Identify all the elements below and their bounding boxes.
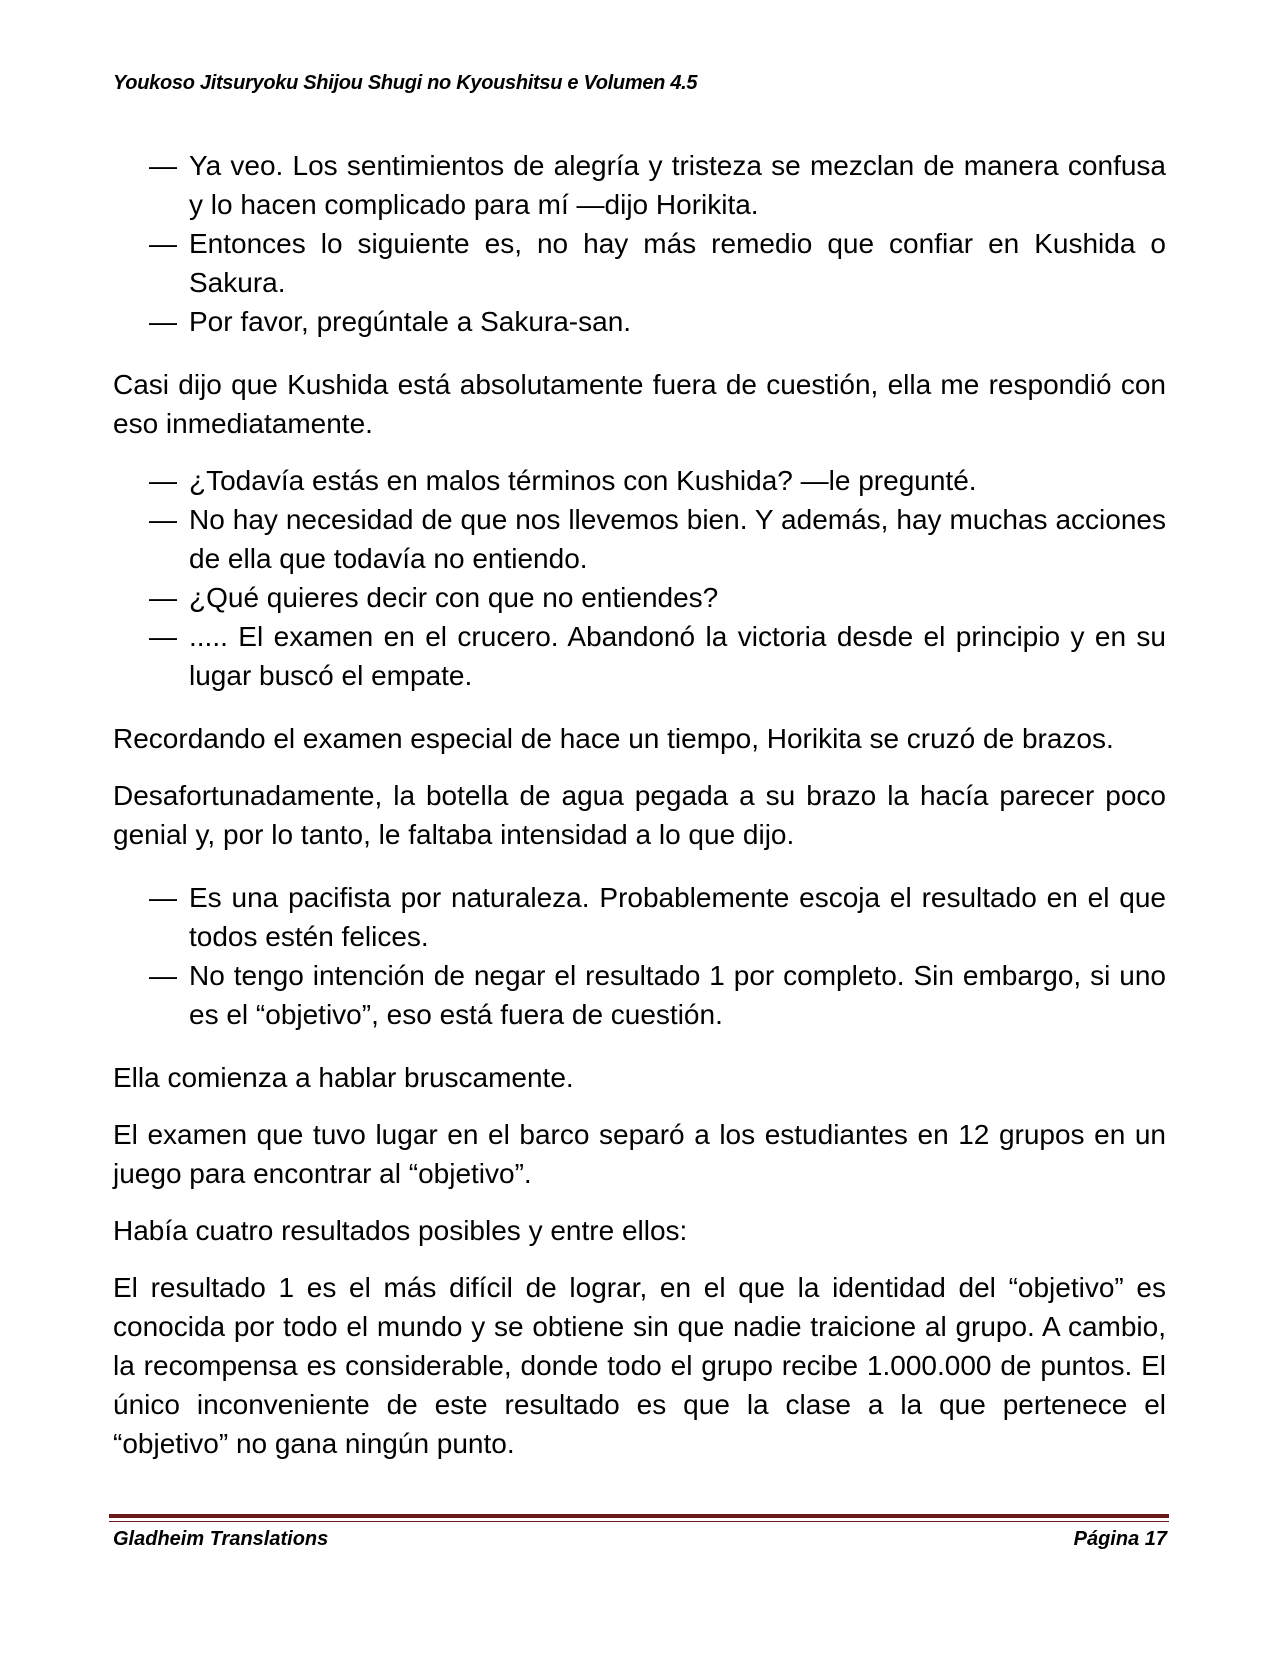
narration-paragraph: El examen que tuvo lugar en el barco separó a los estudiantes en 12 grupos en un juego para encontrar al “objetivo”. (113, 1119, 1166, 1189)
dialogue-text: Es una pacifista por naturaleza. Probablemente escoja el resultado en el que todos estén felices. (189, 882, 1166, 952)
dialogue-dash: — (149, 465, 177, 496)
dialogue-line (113, 500, 1166, 578)
dialogue-block (113, 878, 1166, 1034)
dialogue-line (113, 302, 1166, 341)
dialogue-line (113, 617, 1166, 695)
dialogue-dash: — (149, 960, 177, 991)
narration-paragraph: Recordando el examen especial de hace un tiempo, Horikita se cruzó de brazos. (113, 723, 1114, 754)
dialogue-dash: — (149, 582, 177, 613)
narration-paragraph: Desafortunadamente, la botella de agua pegada a su brazo la hacía parecer poco genial y, por lo tanto, le faltaba intensidad a lo que dijo. (113, 780, 1166, 850)
dialogue-line (113, 461, 1166, 500)
dialogue-line (113, 878, 1166, 956)
dialogue-block (113, 461, 1166, 695)
narration-paragraph: Ella comienza a hablar bruscamente. (113, 1062, 574, 1093)
dialogue-dash: — (149, 228, 177, 259)
dialogue-dash: — (149, 882, 177, 913)
footer-translator: Gladheim Translations (113, 1528, 329, 1550)
narration-paragraph: Casi dijo que Kushida está absolutamente fuera de cuestión, ella me respondió con eso inmediatamente. (113, 369, 1166, 439)
dialogue-text: Por favor, pregúntale a Sakura-san. (189, 306, 632, 337)
page-body (113, 146, 1166, 1481)
dialogue-text: Entonces lo siguiente es, no hay más remedio que confiar en Kushida o Sakura. (189, 228, 1166, 298)
dialogue-line (113, 956, 1166, 1034)
narration-paragraph: Había cuatro resultados posibles y entre ellos: (113, 1215, 688, 1246)
dialogue-dash: — (149, 306, 177, 337)
page-header-title: Youkoso Jitsuryoku Shijou Shugi no Kyoushitsu e Volumen 4.5 (113, 72, 698, 94)
footer-divider-thin (109, 1521, 1169, 1522)
dialogue-block (113, 146, 1166, 341)
dialogue-line (113, 224, 1166, 302)
dialogue-text: Ya veo. Los sentimientos de alegría y tristeza se mezclan de manera confusa y lo hacen complicado para mí —dijo Horikita. (189, 150, 1166, 220)
dialogue-line (113, 578, 1166, 617)
dialogue-dash: — (149, 504, 177, 535)
dialogue-line (113, 146, 1166, 224)
footer-divider (109, 1514, 1169, 1518)
dialogue-dash: — (149, 621, 177, 652)
dialogue-text: No tengo intención de negar el resultado 1 por completo. Sin embargo, si uno es el “objetivo”, eso está fuera de cuestión. (189, 960, 1166, 1030)
dialogue-text: ¿Todavía estás en malos términos con Kushida? —le pregunté. (189, 465, 977, 496)
dialogue-text: ¿Qué quieres decir con que no entiendes? (189, 582, 719, 613)
dialogue-text: ..... El examen en el crucero. Abandonó la victoria desde el principio y en su lugar buscó el empate. (189, 621, 1166, 691)
dialogue-text: No hay necesidad de que nos llevemos bien. Y además, hay muchas acciones de ella que todavía no entiendo. (189, 504, 1166, 574)
narration-paragraph: El resultado 1 es el más difícil de lograr, en el que la identidad del “objetivo” es conocida por todo el mundo y se obtiene sin que nadie traicione al grupo. A cambio, la recompensa es considerable, donde todo el grupo recibe 1.000.000 de puntos. El único inconveniente de este resultado es que la clase a la que pertenece el “objetivo” no gana ningún punto. (113, 1272, 1166, 1459)
footer-page-number: Página 17 (1073, 1528, 1167, 1550)
dialogue-dash: — (149, 150, 177, 181)
